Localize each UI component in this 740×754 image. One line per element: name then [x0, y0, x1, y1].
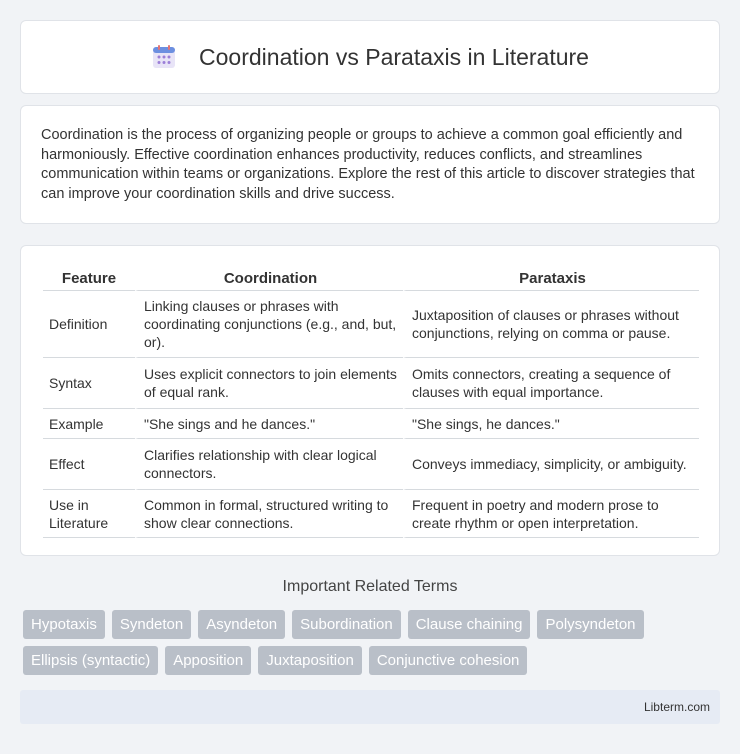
tag-hypotaxis[interactable]: Hypotaxis: [23, 610, 105, 639]
tag-asyndeton[interactable]: Asyndeton: [198, 610, 285, 639]
tag-ellipsis-syntactic[interactable]: Ellipsis (syntactic): [23, 646, 158, 675]
page-title: Coordination vs Parataxis in Literature: [199, 43, 589, 70]
intro-card: [20, 105, 720, 224]
related-terms-tags: [23, 610, 723, 675]
row-coordination: Uses explicit connectors to join elements of equal rank.: [135, 358, 403, 409]
footer-link[interactable]: Libterm.com: [643, 700, 710, 714]
row-coordination: Linking clauses or phrases with coordinating conjunctions (e.g., and, but, or).: [135, 291, 403, 358]
related-terms-title: Important Related Terms: [282, 578, 458, 595]
row-parataxis: Omits connectors, creating a sequence of clauses with equal importance.: [403, 358, 699, 409]
row-parataxis: Frequent in poetry and modern prose to create rhythm or open interpretation.: [403, 490, 699, 538]
tag-apposition[interactable]: Apposition: [165, 646, 251, 675]
intro-text: Coordination is the process of organizing people or groups to achieve a common goal efficiently and harmoniously. Effective coordination enhances productivity, reduces conflicts, and streamlines communication within teams or organizations. Explore the rest of this article to discover strategies that can improve your coordination skills and drive success.: [41, 127, 695, 202]
header-feature: Feature: [43, 266, 135, 291]
table-row: [43, 291, 699, 358]
tag-clause-chaining[interactable]: Clause chaining: [408, 610, 531, 639]
header-parataxis: Parataxis: [403, 266, 699, 291]
calendar-icon: [151, 44, 177, 70]
table-row: [43, 439, 699, 490]
comparison-table-card: [20, 245, 720, 556]
row-feature: Definition: [43, 291, 135, 358]
tag-conjunctive-cohesion[interactable]: Conjunctive cohesion: [369, 646, 528, 675]
comparison-table: [43, 266, 699, 538]
row-parataxis: Conveys immediacy, simplicity, or ambiguity.: [403, 439, 699, 490]
row-feature: Example: [43, 409, 135, 439]
row-feature: Effect: [43, 439, 135, 490]
tag-juxtaposition[interactable]: Juxtaposition: [258, 646, 362, 675]
row-parataxis: "She sings, he dances.": [403, 409, 699, 439]
table-row: [43, 490, 699, 538]
table-header-row: [43, 266, 699, 291]
header-coordination: Coordination: [135, 266, 403, 291]
table-row: [43, 358, 699, 409]
row-coordination: Clarifies relationship with clear logical connectors.: [135, 439, 403, 490]
row-parataxis: Juxtaposition of clauses or phrases without conjunctions, relying on comma or pause.: [403, 291, 699, 358]
table-row: [43, 409, 699, 439]
tag-subordination[interactable]: Subordination: [292, 610, 401, 639]
row-coordination: "She sings and he dances.": [135, 409, 403, 439]
row-coordination: Common in formal, structured writing to show clear connections.: [135, 490, 403, 538]
title-card: [20, 20, 720, 94]
row-feature: Use in Literature: [43, 490, 135, 538]
footer: [20, 690, 720, 724]
row-feature: Syntax: [43, 358, 135, 409]
tag-syndeton[interactable]: Syndeton: [112, 610, 191, 639]
tag-polysyndeton[interactable]: Polysyndeton: [537, 610, 643, 639]
